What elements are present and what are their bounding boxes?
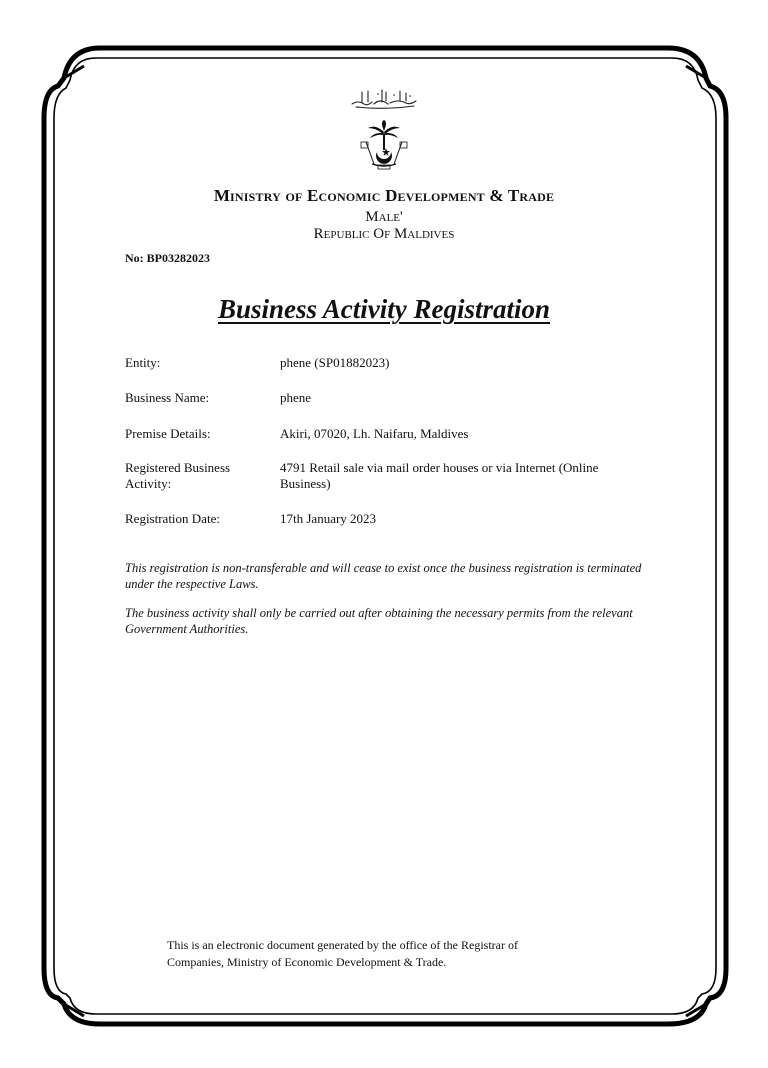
business-name-value: phene bbox=[280, 390, 312, 405]
registration-date-value: 17th January 2023 bbox=[280, 511, 377, 526]
business-name-label: Business Name: bbox=[125, 390, 210, 405]
premise-details-label: Premise Details: bbox=[125, 426, 211, 441]
registration-date-label: Registration Date: bbox=[125, 511, 220, 526]
registration-number: No: BP03282023 bbox=[125, 251, 210, 265]
entity-label: Entity: bbox=[125, 355, 161, 370]
state-emblem-icon bbox=[356, 118, 412, 174]
premise-details-value: Akiri, 07020, Lh. Naifaru, Maldives bbox=[280, 426, 469, 441]
registered-activity-value: 4791 Retail sale via mail order houses or via Internet (Online Business) bbox=[280, 460, 599, 491]
bismillah-calligraphy-icon bbox=[348, 86, 420, 110]
city-name: Male' bbox=[365, 209, 403, 225]
document-title: Business Activity Registration bbox=[217, 294, 551, 324]
registered-activity-label: Registered Business Activity: bbox=[125, 460, 231, 491]
country-name: Republic Of Maldives bbox=[313, 226, 455, 242]
permits-notice: The business activity shall only be carried out after obtaining the necessary permits from the relevant Government Authorities. bbox=[125, 606, 633, 636]
electronic-document-note: This is an electronic document generated by the office of the Registrar of Companies, Ministry of Economic Development & Trade. bbox=[167, 938, 518, 969]
non-transferable-notice: This registration is non-transferable and will cease to exist once the business registration is terminated under the respective Laws. bbox=[125, 561, 642, 591]
entity-value: phene (SP01882023) bbox=[280, 355, 390, 370]
ministry-name: Ministry of Economic Development & Trade bbox=[213, 186, 555, 205]
